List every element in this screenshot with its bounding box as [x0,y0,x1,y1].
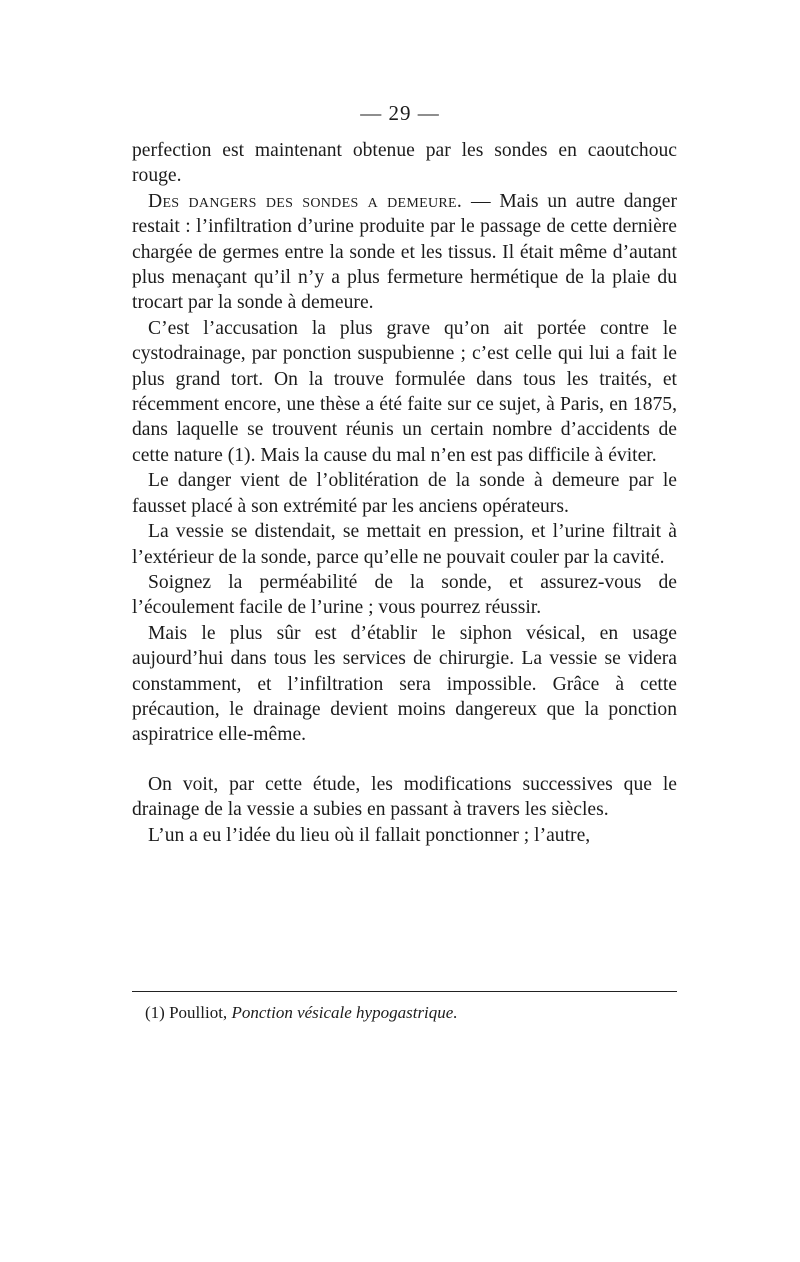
paragraph-text: — Mais un autre danger restait : l’infiltration d’urine produite par le passage de cette dernière chargée de germes entre la sonde et les tissus. Il était même d’autant plus menaçant qu’il n’y a plus fermeture hermétique de la plaie du trocart par la sonde à demeure. [132,190,678,314]
paragraph: Mais le plus sûr est d’établir le siphon vésical, en usage aujourd’hui dans tous les services de chirurgie. La vessie se videra constamment, et l’infiltration sera impossible. Grâce à cette précaution, le drainage devient moins dangereux que la ponction aspiratrice elle-même. [132,622,677,746]
section-heading: Des dangers des sondes a demeure. [148,190,463,212]
paragraph: C’est l’accusation la plus grave qu’on ait portée contre le cystodrainage, par ponction suspubienne ; c’est celle qui lui a fait le plus grand tort. On la trouve formulée dans tous les traités, et récemment encore, une thèse a été faite sur ce sujet, à Paris, en 1875, dans laquelle se trouvent réunis un certain nombre d’accidents de cette nature (1). Mais la cause du mal n’en est pas difficile à éviter. [132,317,677,466]
paragraph [132,189,677,316]
page-number: — 29 — [360,101,440,125]
paragraph: Le danger vient de l’oblitération de la sonde à demeure par le fausset placé à son extrémité par les anciens opérateurs. [132,470,677,517]
paragraph: L’un a eu l’idée du lieu où il fallait ponctionner ; l’autre, [148,824,591,846]
paragraph: On voit, par cette étude, les modifications successives que le drainage de la vessie a subies en passant à travers les siècles. [132,773,677,821]
footnote-divider [132,991,677,992]
paragraph-gap [132,748,677,772]
paragraph: La vessie se distendait, se mettait en pression, et l’urine filtrait à l’extérieur de la sonde, parce qu’elle ne pouvait couler par la cavité. [132,521,677,568]
body-text [132,138,677,848]
footnote-marker: (1) [145,1003,165,1022]
footnote-title: Ponction vésicale hypogastrique. [231,1003,458,1022]
footnote [145,1002,675,1024]
paragraph: Soignez la perméabilité de la sonde, et assurez-vous de l’écoulement facile de l’urine ; vous pourrez réussir. [132,571,677,619]
footnote-author: Poulliot, [169,1003,228,1022]
paragraph: perfection est maintenant obtenue par les sondes en caoutchouc rouge. [132,140,677,187]
